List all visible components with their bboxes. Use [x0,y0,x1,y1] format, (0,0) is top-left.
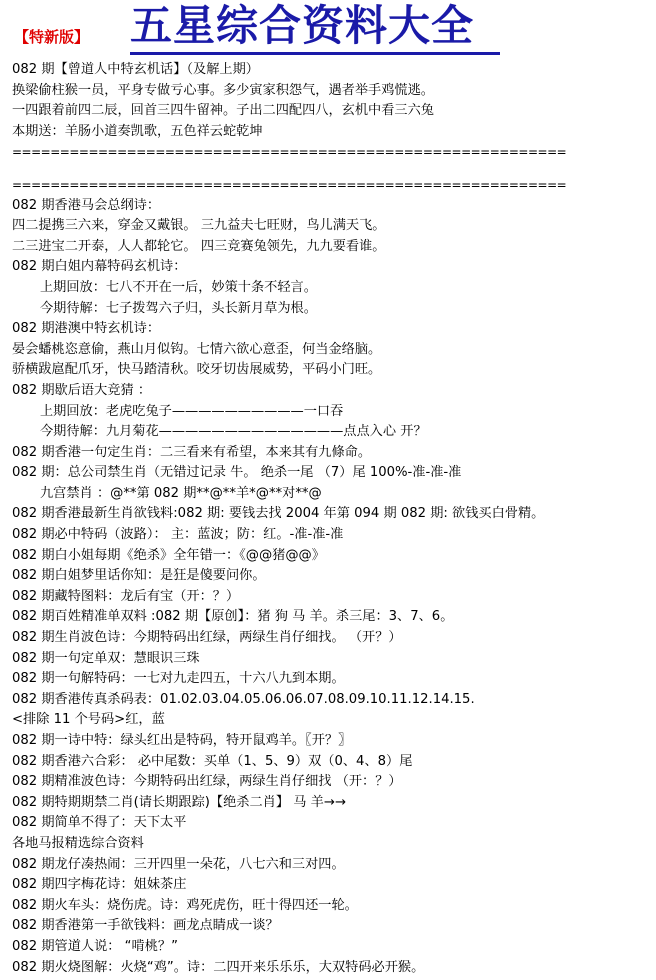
text-line: 082 期香港马会总纲诗： [12,197,161,213]
text-line: 082 期港澳中特玄机诗： [12,321,161,337]
text-line: 082 期一句解特码：一七对九走四五，十六八九到本期。 [12,671,345,687]
text-line: 上期回放：七八不开在一后，妙策十条不轻言。 [40,279,317,295]
edition-badge: 【特新版】 [14,28,90,46]
text-line: 082 期：总公司禁生肖（无错过记录 牛。 绝杀一尾 （7）尾 100%-准-准-准 [12,465,462,481]
text-line: 082 期香港传真杀码表：01.02.03.04.05.06.06.07.08.09.10.11.12.14.15. [12,691,475,707]
page-title: 五星综合资料大全 [130,1,475,50]
text-line: 四二提携三六来，穿金又戴银。 三九益夫七旺财，鸟儿满天飞。 [12,218,386,234]
text-line: 082 期生肖波色诗：今期特码出红绿，两绿生肖仔细找。 （开？） [12,630,402,646]
text-line: 082 期龙仔凑热闹：三开四里一朵花，八七六和三对四。 [12,856,345,872]
text-line: 骄横跋扈配爪牙，快马踏清秋。咬牙切齿展威势，平码小门旺。 [12,362,382,378]
text-line: 082 期百姓精准单双料 :082 期【原创】：猪 狗 马 羊。杀三尾：3、7、6。 [12,609,454,625]
text-line: 082 期藏特图料：龙后有宝（开：？） [12,588,240,604]
text-line: 082 期精准波色诗：今期特码出红绿，两绿生肖仔细找 （开：？） [12,774,402,790]
text-line: 082 期一诗中特：绿头红出是特码，特开鼠鸡羊。〖开？〗 [12,733,352,748]
text-line: 082 期简单不得了：天下太平 [12,815,187,831]
text-line: 今期待解：七子拨驾六子归，头长新月草为根。 [40,300,317,316]
text-line: 082 期特期期禁二肖(请长期跟踪)【绝杀二肖】 马 羊→→ [12,794,346,810]
text-line: 082 期白小姐每期《绝杀》全年错一：《@@猪@@》 [12,547,325,563]
text-line: 082 期火车头：烧伤虎。诗：鸡死虎伤，旺十得四还一轮。 [12,897,358,913]
text-line: 一四跟着前四二辰，回首三四牛留神。子出二四配四八，玄机中看三六兔 [12,103,434,119]
text-line: 082 期一句定单双：慧眼识三珠 [12,650,200,666]
text-line: 082 期香港一句定生肖：二三看来有希望，本来其有九條命。 [12,444,372,460]
text-line: 今期待解：九月菊花——————————————点点入心 开？ [40,424,427,440]
text-line: 二三进宝二开泰，人人都轮它。 四三竞赛兔领先，九九要看谁。 [12,238,386,254]
text-line: 082 期四字梅花诗：姐妹茶庄 [12,877,187,893]
separator-line: ========================================================== [12,145,567,160]
text-line: 上期回放：老虎吃兔子——————————一口吞 [40,403,344,419]
text-line: 082 期歇后语大竞猜 ： [12,382,152,398]
text-line: <排除 11 个号码>红，蓝 [12,712,165,728]
text-line: 082 期香港第一手欲钱料：画龙点睛成一谈？ [12,918,279,934]
text-line: 082 期【曾道人中特玄机话】（及解上期） [12,62,259,77]
text-line: 换梁偷柱猴一员，平身专做亏心事。多少寅家积怨气，遇者举手鸡慌逃。 [12,82,434,98]
text-line: 082 期白姐梦里话你知：是狂是傻要问你。 [12,568,266,584]
text-line: 082 期香港最新生肖欲钱料:082 期: 要钱去找 2004 年第 094 期 082 期: 欲钱买白骨精。 [12,506,545,522]
title-underline [130,52,500,55]
text-line: 各地马报精选综合资料 [12,835,144,851]
separator-line: ========================================================== [12,177,567,192]
text-line: 082 期白姐内幕特码玄机诗： [12,259,187,275]
text-line: 082 期香港六合彩： 必中尾数：买单（1、5、9）双（0、4、8）尾 [12,753,413,769]
text-line: 晏会蟠桃恣意偷，燕山月似钩。七情六欲心意歪，何当金络脑。 [12,341,382,357]
text-line: 082 期必中特码（波路）： 主：蓝波；防：红。-准-准-准 [12,527,344,543]
text-line: 082 期火烧图解：火烧“鸡”。诗：二四开来乐乐乐，大双特码必开猴。 [12,959,425,975]
blank-line [0,163,656,175]
text-line: 082 期管道人说： “啃桃？” [12,938,178,954]
text-line: 九宫禁肖 ：@**第 082 期**@**羊*@**对**@ [40,485,322,501]
text-line: 本期送：羊肠小道奏凯歌，五色祥云蛇乾坤 [12,123,263,139]
page-header [0,0,656,60]
document-body [0,60,656,978]
